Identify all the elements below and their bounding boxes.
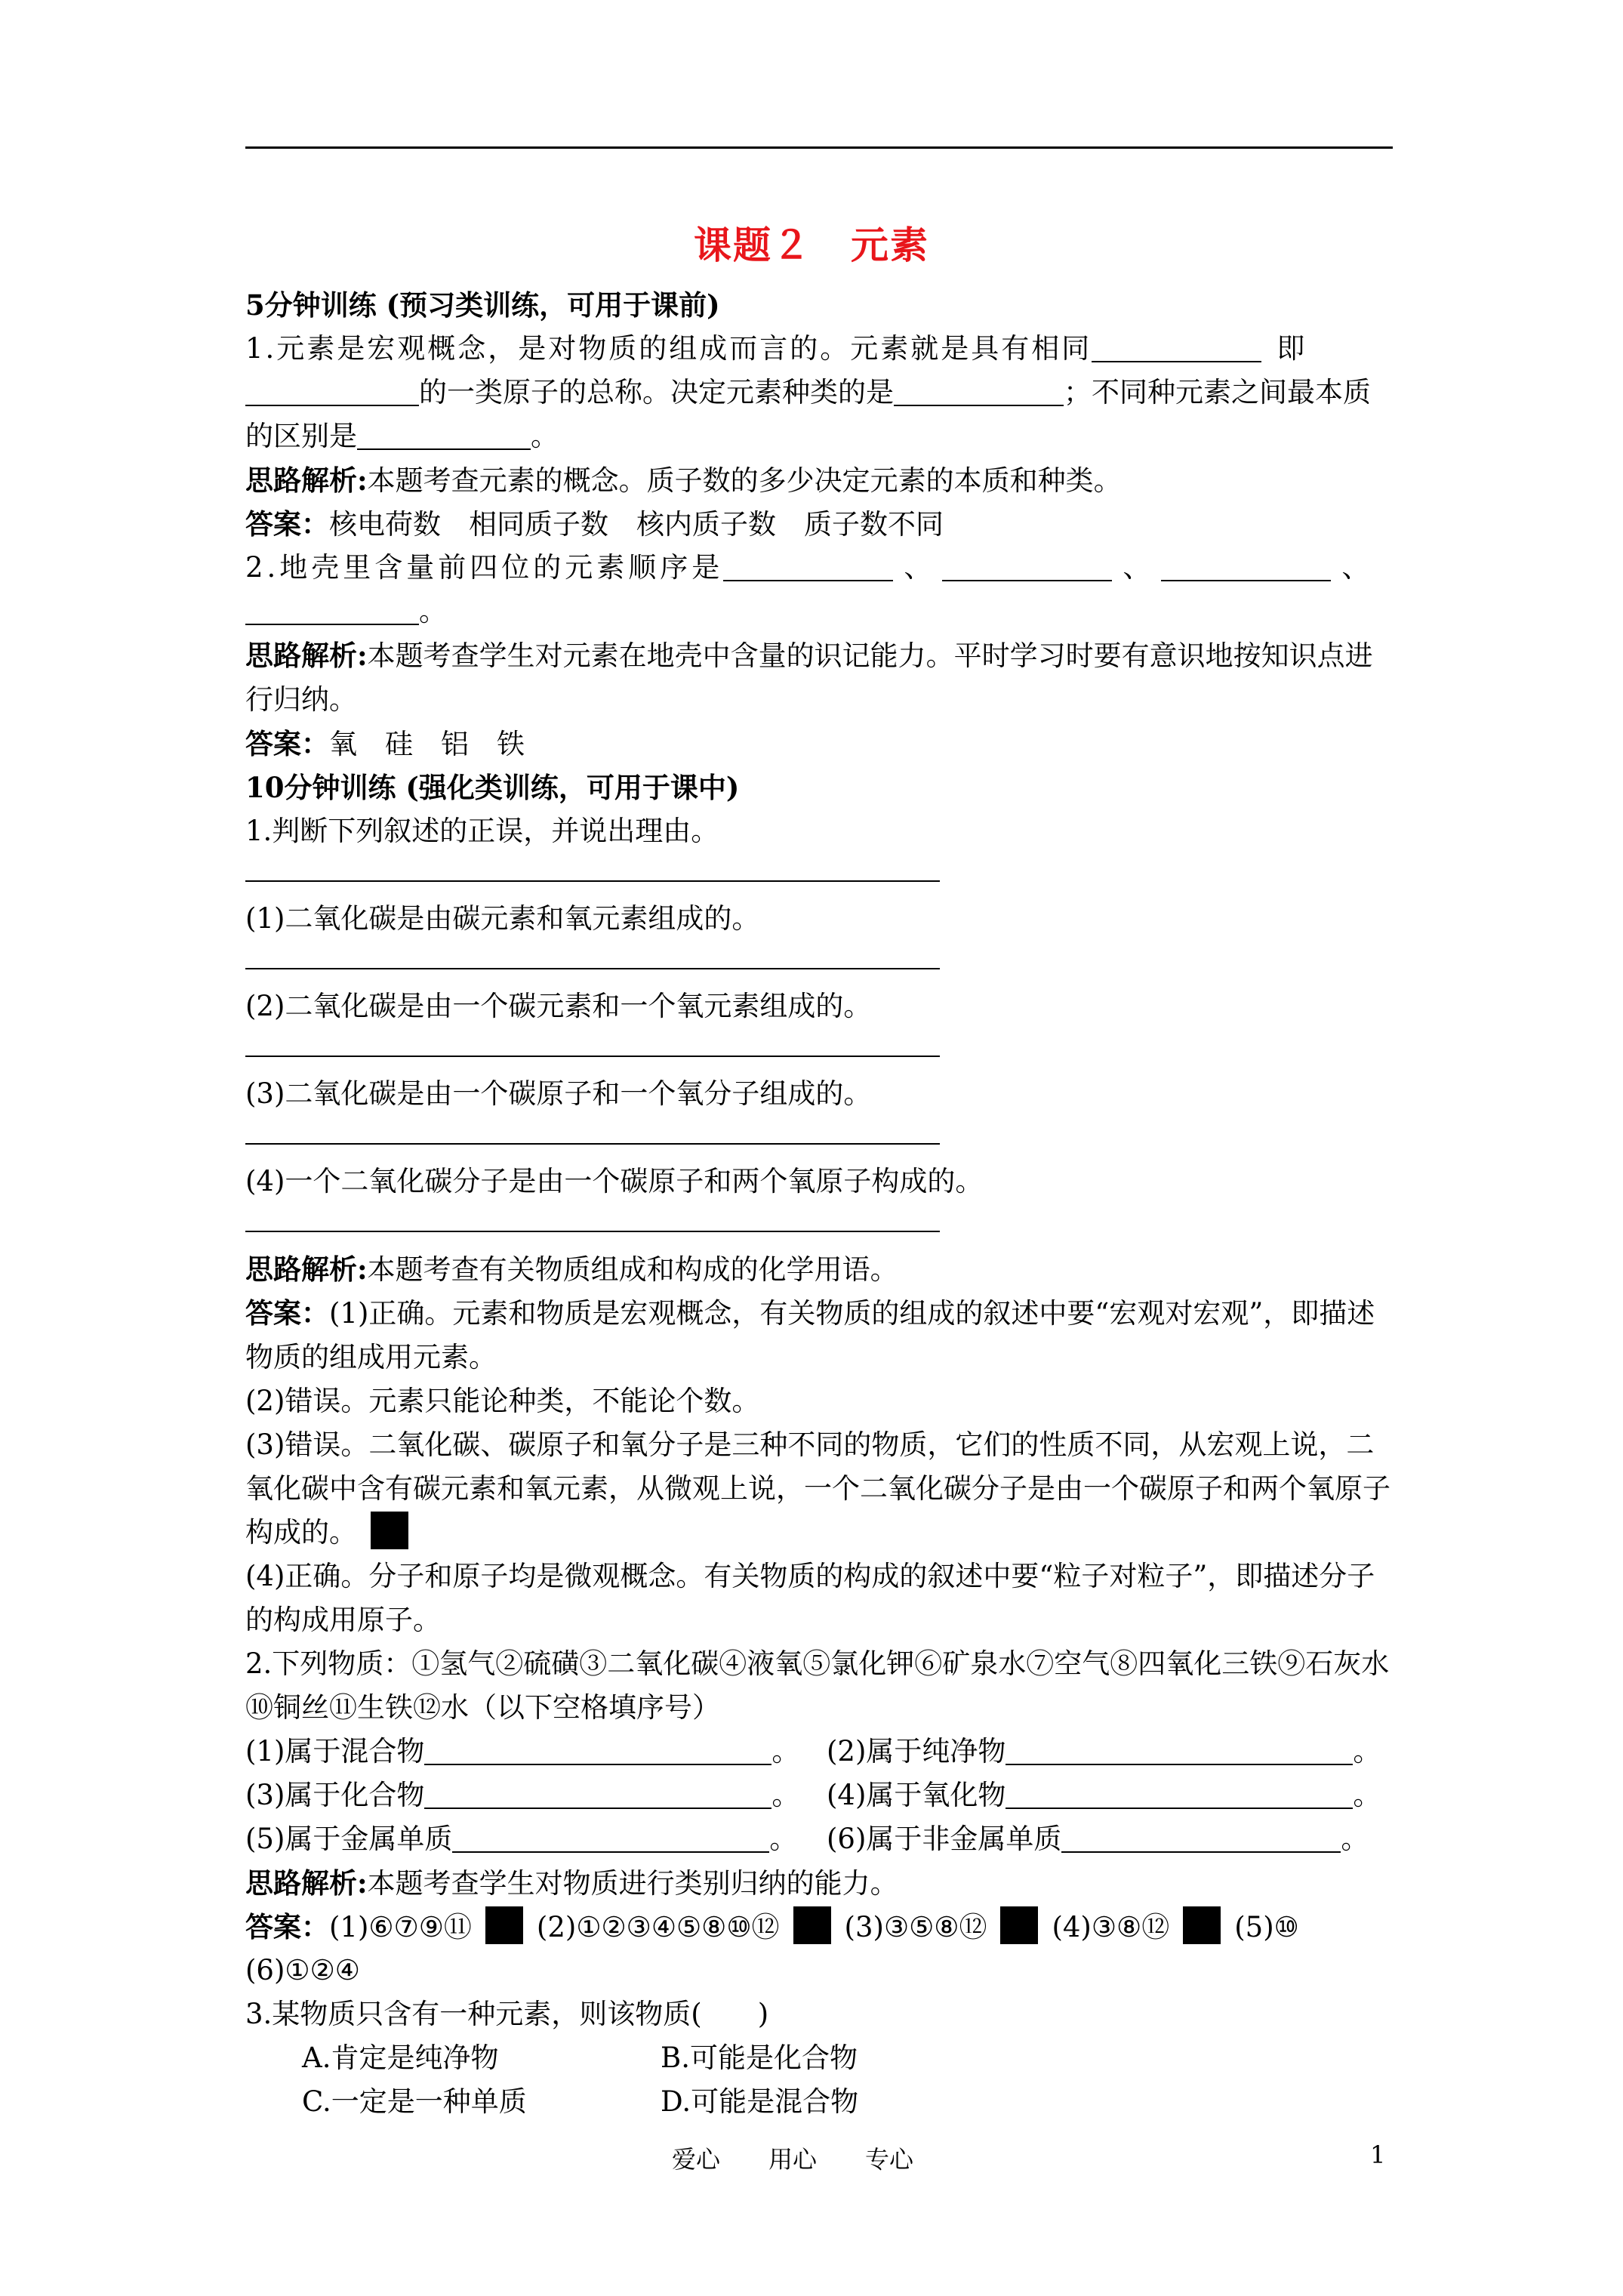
s2-answer-1-p4: (4)正确。分子和原子均是微观概念。有关物质的构成的叙述中要“粒子对粒子”，即描述分子的构成用原子。 [245,1560,1375,1636]
redaction-box [371,1512,408,1549]
s2-q2-row-3: (5)属于金属单质 。 (6)属于非金属单质 。 [245,1823,1369,1855]
redaction-box [1183,1906,1221,1944]
s2-q1-item-3: (3)二氧化碳是由一个碳原子和一个氧分子组成的。 [245,1077,872,1110]
answer-blank[interactable] [942,550,1112,581]
answer-blank[interactable] [1006,1734,1353,1765]
answer-blank[interactable] [1006,1777,1353,1809]
option-d[interactable]: D.可能是混合物 [661,2085,859,2118]
answer-blank[interactable] [424,1734,771,1765]
s2-q1-item-4: (4)一个二氧化碳分子是由一个碳原子和两个氧原子构成的。 [245,1165,984,1197]
s2-answer-1: 答案：(1)正确。元素和物质是宏观概念，有关物质的组成的叙述中要“宏观对宏观”，即描述物质的组成用元素。 [245,1296,1375,1373]
answer-blank[interactable] [424,1777,771,1809]
answer-blank[interactable] [723,550,893,581]
s2-q1-item-2: (2)二氧化碳是由一个碳元素和一个氧元素组成的。 [245,990,872,1022]
s1-analysis-2: 思路解析:本题考查学生对元素在地壳中含量的识记能力。平时学习时要有意识地按知识点进行归纳。 [245,639,1373,716]
page-title: 课题２ 元素 [694,223,929,267]
s2-analysis-1: 思路解析:本题考查有关物质组成和构成的化学用语。 [245,1253,898,1286]
answer-line[interactable] [245,1028,1393,1072]
s1-q1-line1: 1.元素是宏观概念，是对物质的组成而言的。元素就是具有相同 即 [245,332,1305,365]
answer-blank[interactable] [1061,1821,1341,1853]
s1-q1-line3: 的区别是 。 [245,420,559,452]
answer-blank[interactable] [452,1821,769,1853]
s2-q2: 2.下列物质：①氢气②硫磺③二氧化碳④液氧⑤氯化钾⑥矿泉水⑦空气⑧四氧化三铁⑨石灰水⑩铜丝⑪生铁⑫水（以下空格填序号） [245,1647,1390,1724]
s2-analysis-2: 思路解析:本题考查学生对物质进行类别归纳的能力。 [245,1866,898,1900]
header-rule [245,146,1393,149]
section-header-10min: 10分钟训练 (强化类训练，可用于课中) [245,771,740,804]
answer-line[interactable] [245,1203,1393,1247]
s1-answer-1: 答案：核电荷数 相同质子数 核内质子数 质子数不同 [245,507,944,541]
s2-answer-2: 答案：(1)⑥⑦⑨⑪ (2)①②③④⑤⑧⑩⑫ (3)③⑤⑧⑫ (4)③⑧⑫ (5)⑩ [245,1905,1393,1949]
s2-q3: 3.某物质只含有一种元素，则该物质( ) [245,1998,769,2030]
document-body [245,283,1393,2124]
option-b[interactable]: B.可能是化合物 [661,2042,858,2074]
s1-q1-line2: 的一类原子的总称。决定元素种类的是 ；不同种元素之间最本质 [245,371,1393,415]
s2-answer-1-p2: (2)错误。元素只能论种类，不能论个数。 [245,1385,760,1417]
option-c[interactable]: C.一定是一种单质 [302,2085,527,2118]
s2-q1-item-1: (1)二氧化碳是由碳元素和氧元素组成的。 [245,902,760,935]
answer-blank[interactable] [245,374,419,406]
s2-q2-row-2: (3)属于化合物 。 (4)属于氧化物 。 [245,1779,1381,1811]
redaction-box [485,1906,523,1944]
redaction-box [1000,1906,1038,1944]
redaction-box [793,1906,831,1944]
answer-blank[interactable] [1092,331,1261,362]
page-number: 1 [1370,2140,1386,2169]
s2-answer-2-line2: (6)①②④ [245,1954,360,1986]
s2-answer-1-p3: (3)错误。二氧化碳、碳原子和氧分子是三种不同的物质，它们的性质不同，从宏观上说，二氧化碳中含有碳元素和氧元素，从微观上说，一个二氧化碳分子是由一个碳原子和两个氧原子构成的。 [245,1428,1390,1549]
footer-motto: 爱心 用心 专心 [672,2145,914,2174]
answer-blank[interactable] [894,374,1064,406]
answer-line[interactable] [245,941,1393,985]
s2-q1: 1.判断下列叙述的正误，并说出理由。 [245,815,719,847]
s2-q3-options-row-1 [245,2036,1393,2080]
s2-q3-options-row-2 [245,2080,1393,2124]
s1-q2-line1: 2.地壳里含量前四位的元素顺序是 、 、 、 [245,551,1370,584]
answer-line[interactable] [245,853,1393,897]
section-header-5min: 5分钟训练 (预习类训练，可用于课前) [245,288,720,322]
answer-blank[interactable] [357,418,531,450]
s1-analysis-1: 思路解析:本题考查元素的概念。质子数的多少决定元素的本质和种类。 [245,464,1122,497]
answer-blank[interactable] [1161,550,1331,581]
s1-q2-line2: 。 [245,590,1393,633]
s2-q2-row-1: (1)属于混合物 。 (2)属于纯净物 。 [245,1735,1381,1767]
option-a[interactable]: A.肯定是纯净物 [302,2042,499,2074]
answer-blank[interactable] [245,593,419,625]
answer-line[interactable] [245,1116,1393,1160]
s1-answer-2: 答案：氧 硅 铝 铁 [245,727,525,760]
